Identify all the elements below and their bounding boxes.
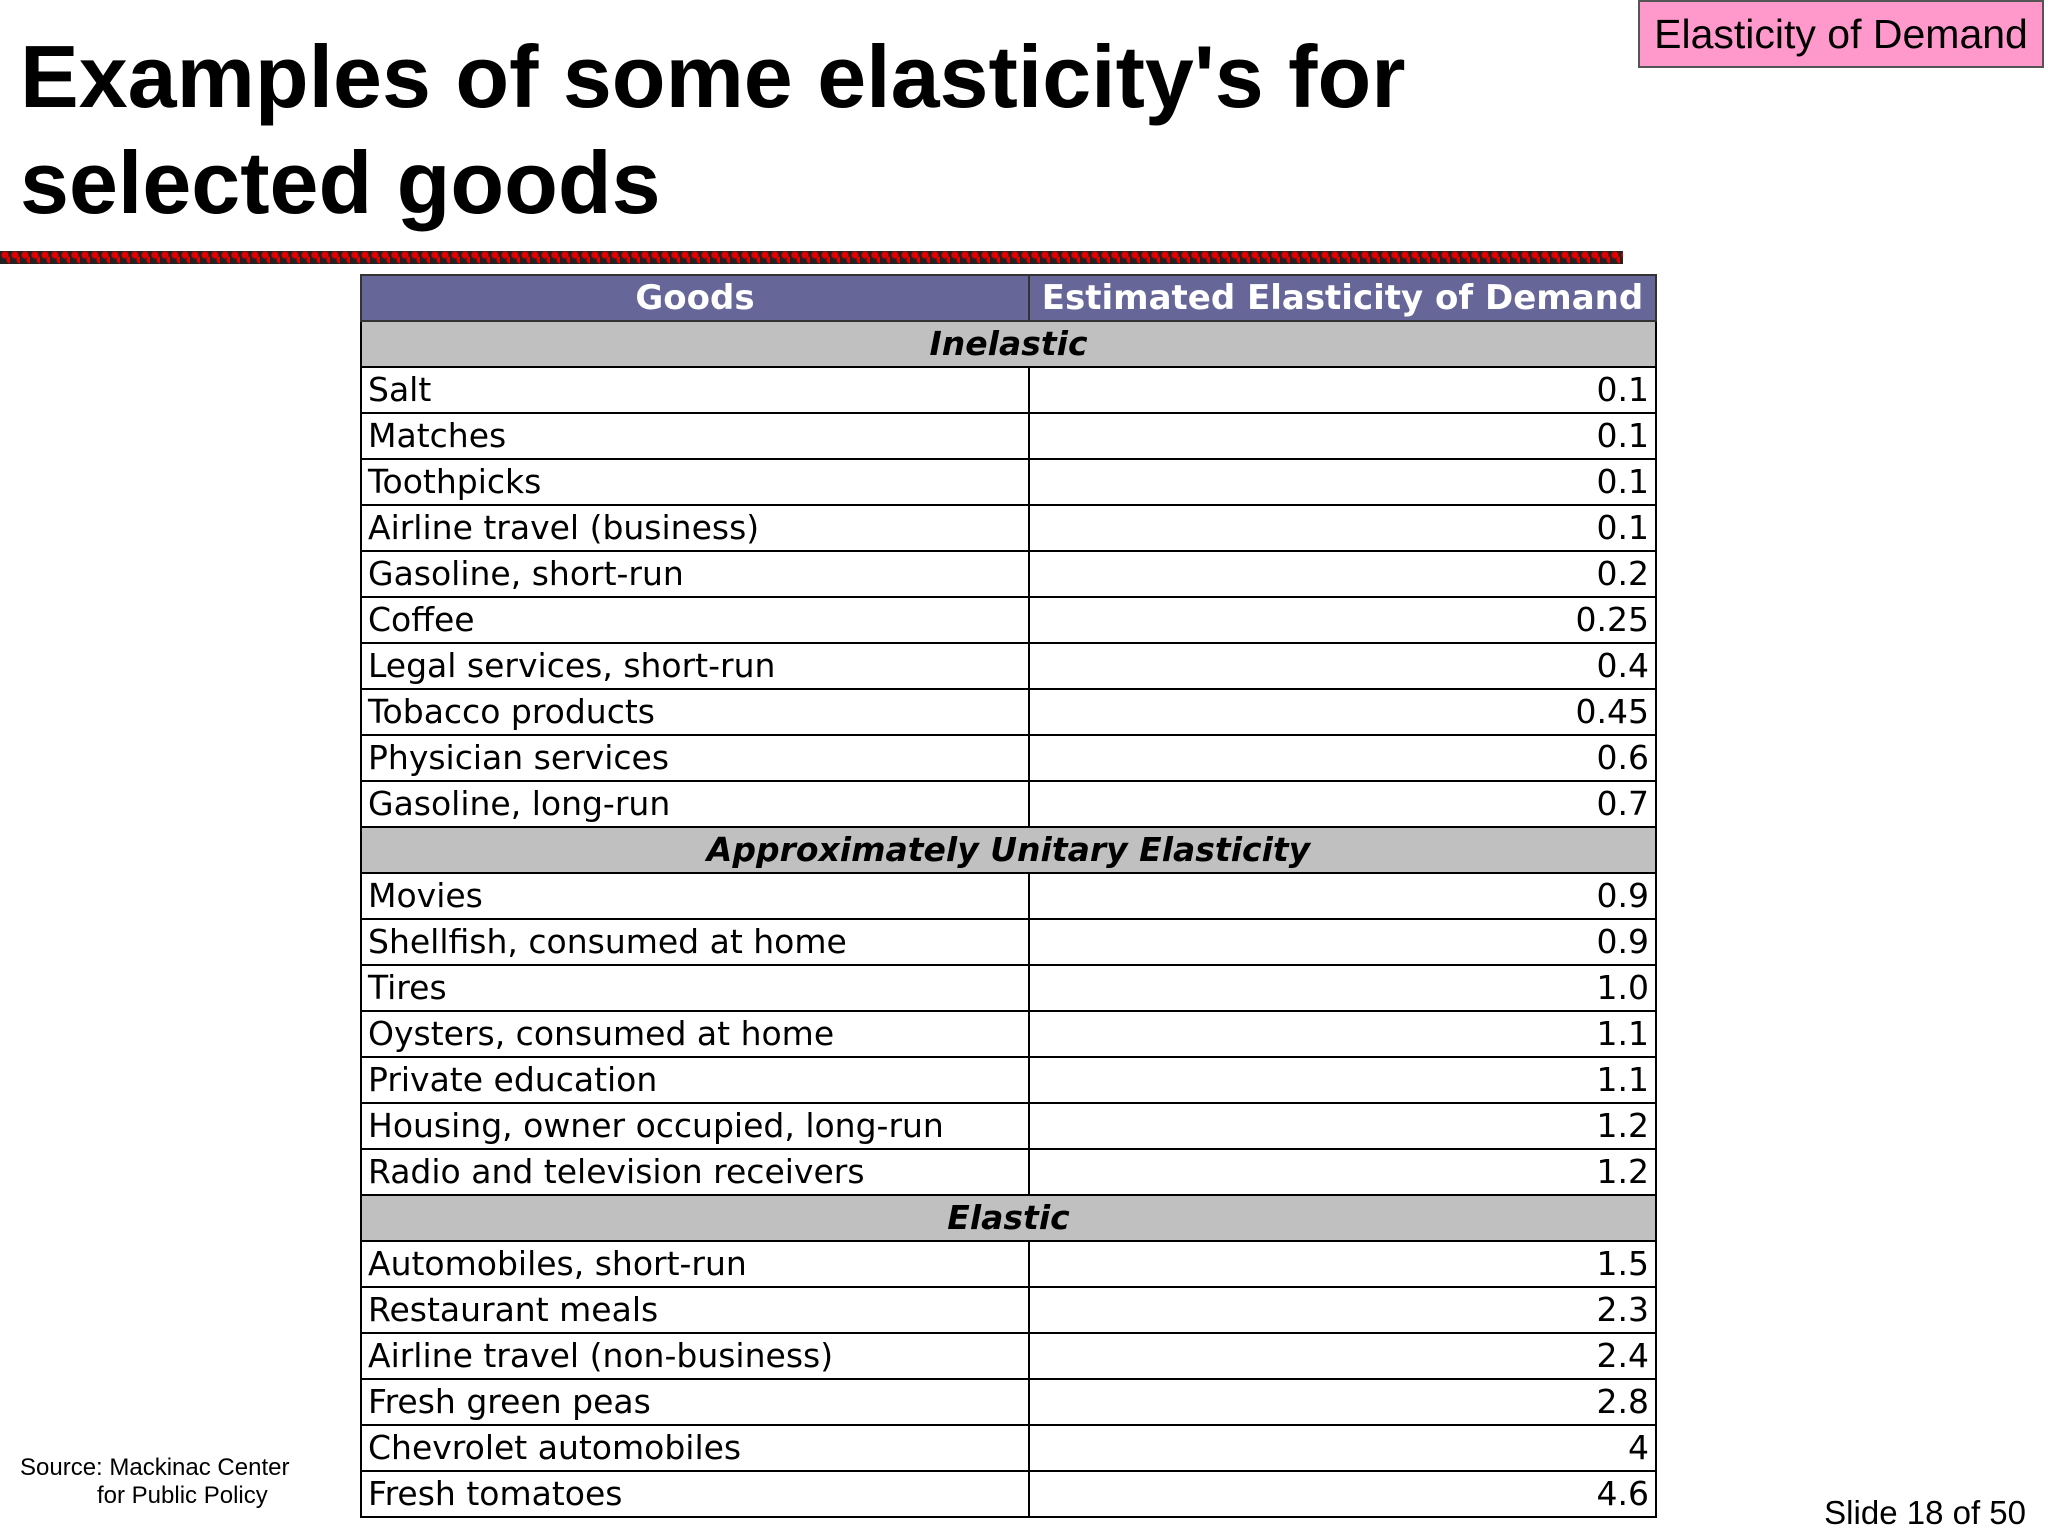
table-row [361, 1011, 1656, 1057]
table-row [361, 1379, 1656, 1425]
good-name: Radio and television receivers [361, 1149, 1029, 1195]
elasticity-value: 0.25 [1029, 597, 1656, 643]
elasticity-value: 0.9 [1029, 919, 1656, 965]
title-line-2: selected goods [20, 133, 661, 232]
elasticity-value: 1.1 [1029, 1011, 1656, 1057]
table-row [361, 597, 1656, 643]
good-name: Automobiles, short-run [361, 1241, 1029, 1287]
elasticity-value: 1.0 [1029, 965, 1656, 1011]
table-row [361, 689, 1656, 735]
good-name: Restaurant meals [361, 1287, 1029, 1333]
table-body [361, 321, 1656, 1517]
table-row [361, 1241, 1656, 1287]
elasticity-value: 0.45 [1029, 689, 1656, 735]
table-row [361, 459, 1656, 505]
table-row [361, 505, 1656, 551]
section-row [361, 827, 1656, 873]
elasticity-value: 0.7 [1029, 781, 1656, 827]
section-label: Elastic [361, 1195, 1656, 1241]
table-row [361, 551, 1656, 597]
section-label: Approximately Unitary Elasticity [361, 827, 1656, 873]
elasticity-value: 0.2 [1029, 551, 1656, 597]
elasticity-value: 0.6 [1029, 735, 1656, 781]
good-name: Airline travel (business) [361, 505, 1029, 551]
good-name: Private education [361, 1057, 1029, 1103]
good-name: Tobacco products [361, 689, 1029, 735]
good-name: Shellfish, consumed at home [361, 919, 1029, 965]
header-elasticity: Estimated Elasticity of Demand [1029, 275, 1656, 321]
good-name: Housing, owner occupied, long-run [361, 1103, 1029, 1149]
table-row [361, 735, 1656, 781]
table-row [361, 1287, 1656, 1333]
table-row [361, 965, 1656, 1011]
good-name: Legal services, short-run [361, 643, 1029, 689]
elasticity-value: 0.1 [1029, 459, 1656, 505]
table-row [361, 643, 1656, 689]
elasticity-value: 2.3 [1029, 1287, 1656, 1333]
title-line-1: Examples of some elasticity's for [20, 27, 1406, 126]
elasticity-value: 1.2 [1029, 1149, 1656, 1195]
good-name: Oysters, consumed at home [361, 1011, 1029, 1057]
table-row [361, 781, 1656, 827]
header-goods: Goods [361, 275, 1029, 321]
elasticity-value: 0.9 [1029, 873, 1656, 919]
elasticity-value: 2.4 [1029, 1333, 1656, 1379]
page-title [20, 24, 1580, 236]
good-name: Matches [361, 413, 1029, 459]
source-line-2: for Public Policy [97, 1482, 268, 1509]
elasticity-value: 1.2 [1029, 1103, 1656, 1149]
section-label: Inelastic [361, 321, 1656, 367]
source-note [20, 1454, 289, 1510]
good-name: Gasoline, long-run [361, 781, 1029, 827]
elasticity-table [360, 274, 1657, 1518]
table-row [361, 1057, 1656, 1103]
slide-number: Slide 18 of 50 [1824, 1494, 2026, 1531]
elasticity-value: 2.8 [1029, 1379, 1656, 1425]
elasticity-value: 4.6 [1029, 1471, 1656, 1517]
section-row [361, 1195, 1656, 1241]
elasticity-value: 0.1 [1029, 505, 1656, 551]
dotted-divider [0, 251, 1623, 264]
table-row [361, 873, 1656, 919]
good-name: Physician services [361, 735, 1029, 781]
table-row [361, 1471, 1656, 1517]
table-row [361, 367, 1656, 413]
good-name: Salt [361, 367, 1029, 413]
elasticity-value: 0.1 [1029, 367, 1656, 413]
elasticity-value: 0.1 [1029, 413, 1656, 459]
elasticity-value: 4 [1029, 1425, 1656, 1471]
table-row [361, 1425, 1656, 1471]
good-name: Fresh green peas [361, 1379, 1029, 1425]
good-name: Tires [361, 965, 1029, 1011]
topic-badge: Elasticity of Demand [1638, 0, 2044, 68]
table-row [361, 1149, 1656, 1195]
elasticity-value: 1.5 [1029, 1241, 1656, 1287]
good-name: Chevrolet automobiles [361, 1425, 1029, 1471]
table-header-row [361, 275, 1656, 321]
good-name: Airline travel (non-business) [361, 1333, 1029, 1379]
source-line-1: Source: Mackinac Center [20, 1454, 290, 1481]
elasticity-value: 0.4 [1029, 643, 1656, 689]
table-row [361, 413, 1656, 459]
good-name: Coffee [361, 597, 1029, 643]
good-name: Movies [361, 873, 1029, 919]
table-row [361, 1333, 1656, 1379]
elasticity-value: 1.1 [1029, 1057, 1656, 1103]
section-row [361, 321, 1656, 367]
table-row [361, 1103, 1656, 1149]
good-name: Gasoline, short-run [361, 551, 1029, 597]
good-name: Toothpicks [361, 459, 1029, 505]
table-row [361, 919, 1656, 965]
good-name: Fresh tomatoes [361, 1471, 1029, 1517]
